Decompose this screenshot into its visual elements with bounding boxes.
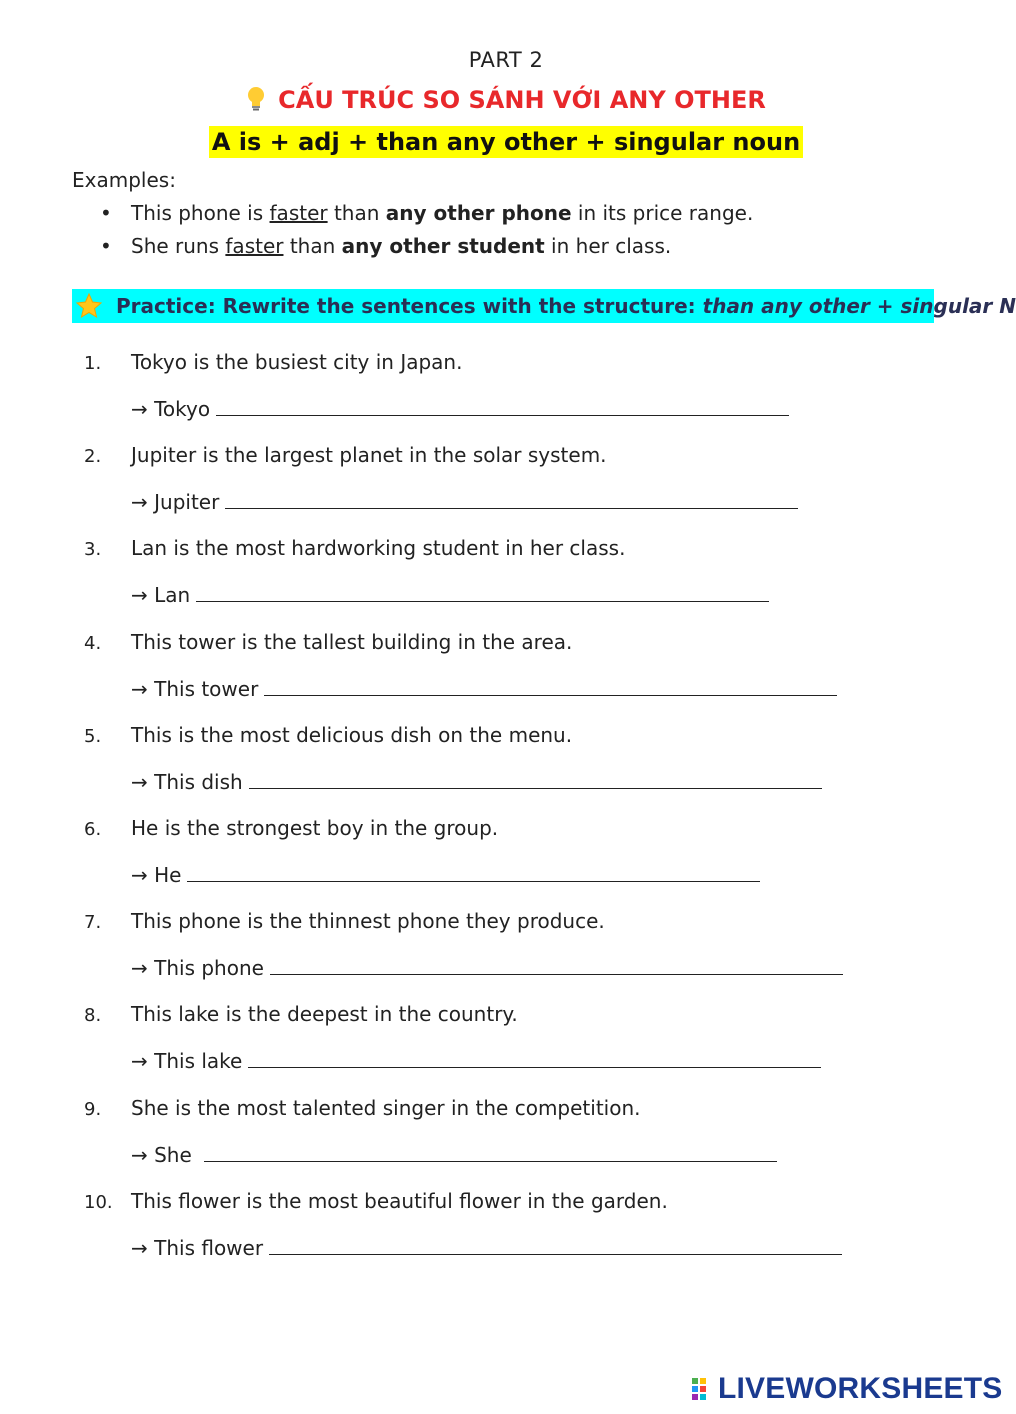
example-bold: any other student — [341, 234, 545, 258]
answer-start: → This flower — [131, 1235, 264, 1260]
example-underlined: faster — [225, 234, 284, 258]
answer-start: → She — [131, 1142, 199, 1167]
question-number: 7. — [84, 912, 102, 934]
lightbulb-icon — [246, 86, 266, 112]
question-number: 2. — [84, 446, 102, 468]
answer-start: → This lake — [131, 1049, 243, 1074]
answer-start: → Lan — [131, 583, 191, 608]
question-text: Jupiter is the largest planet in the solar system. — [131, 443, 607, 468]
answer-blank[interactable] — [249, 770, 822, 789]
answer-start: → This dish — [131, 769, 243, 794]
answer-blank[interactable] — [225, 490, 798, 509]
answer-line — [131, 1143, 777, 1167]
example-text: than — [327, 201, 386, 225]
question-text: This phone is the thinnest phone they produce. — [131, 909, 605, 934]
question-text: This lake is the deepest in the country. — [131, 1002, 518, 1027]
question-text: This is the most delicious dish on the menu. — [131, 722, 573, 747]
answer-start: → He — [131, 863, 182, 887]
liveworksheets-logo — [692, 1372, 1003, 1408]
question-number: 4. — [84, 632, 102, 654]
question-number: 1. — [84, 353, 102, 374]
question-number: 9. — [84, 1098, 102, 1120]
answer-start: → This phone — [131, 956, 264, 981]
example-text: in its price range. — [571, 201, 754, 225]
examples-label: Examples: — [72, 168, 176, 192]
formula-row — [0, 126, 1012, 158]
example-underlined: faster — [269, 201, 328, 225]
question-number: 5. — [84, 725, 102, 747]
question-number: 6. — [84, 819, 102, 840]
answer-line — [131, 397, 789, 421]
part-label: PART 2 — [468, 48, 544, 72]
answer-blank[interactable] — [270, 956, 843, 975]
question-number: 10. — [84, 1191, 113, 1213]
example-item — [100, 201, 753, 225]
practice-text: Practice: Rewrite the sentences with the structure: — [116, 294, 703, 318]
star-icon — [76, 293, 102, 319]
answer-start: → Tokyo — [131, 397, 211, 421]
answer-line — [131, 490, 798, 514]
answer-blank[interactable] — [204, 1143, 777, 1162]
answer-line — [131, 956, 843, 980]
answer-blank[interactable] — [248, 1049, 821, 1068]
answer-line — [131, 863, 760, 887]
title-text: CẤU TRÚC SO SÁNH VỚI ANY OTHER — [278, 86, 766, 114]
question-text: Tokyo is the busiest city in Japan. — [131, 350, 463, 374]
answer-start: → Jupiter — [131, 490, 220, 515]
question-text: This tower is the tallest building in the area. — [131, 629, 573, 654]
question-text: Lan is the most hardworking student in her class. — [131, 536, 626, 561]
structure-formula: A is + adj + than any other + singular noun — [209, 126, 803, 158]
question-number: 3. — [84, 539, 102, 561]
answer-blank[interactable] — [196, 583, 769, 602]
practice-structure: than any other + singular N — [702, 294, 1016, 318]
answer-line — [131, 1236, 842, 1260]
example-text: than — [283, 234, 342, 258]
question-number: 8. — [84, 1005, 102, 1027]
answer-blank[interactable] — [216, 397, 789, 416]
answer-line — [131, 770, 822, 794]
liveworksheets-logo-icon — [692, 1378, 714, 1400]
example-text: This phone is — [131, 201, 270, 225]
page-title — [0, 86, 1012, 114]
question-text: This flower is the most beautiful flower in the garden. — [131, 1188, 668, 1213]
logo-text: LIVEWORKSHEETS — [718, 1372, 1003, 1405]
answer-blank[interactable] — [264, 677, 837, 696]
answer-blank[interactable] — [269, 1236, 842, 1255]
example-item — [100, 234, 671, 258]
question-text: She is the most talented singer in the competition. — [131, 1095, 641, 1120]
bullet: • — [100, 201, 112, 225]
answer-blank[interactable] — [187, 863, 760, 882]
answer-line — [131, 583, 769, 607]
example-bold: any other phone — [385, 201, 572, 225]
example-text: She runs — [131, 234, 226, 258]
answer-line — [131, 1049, 821, 1073]
practice-banner — [72, 289, 1016, 323]
bullet: • — [100, 234, 112, 258]
answer-line — [131, 677, 837, 701]
question-text: He is the strongest boy in the group. — [131, 816, 499, 840]
answer-start: → This tower — [131, 676, 259, 701]
example-text: in her class. — [544, 234, 672, 258]
